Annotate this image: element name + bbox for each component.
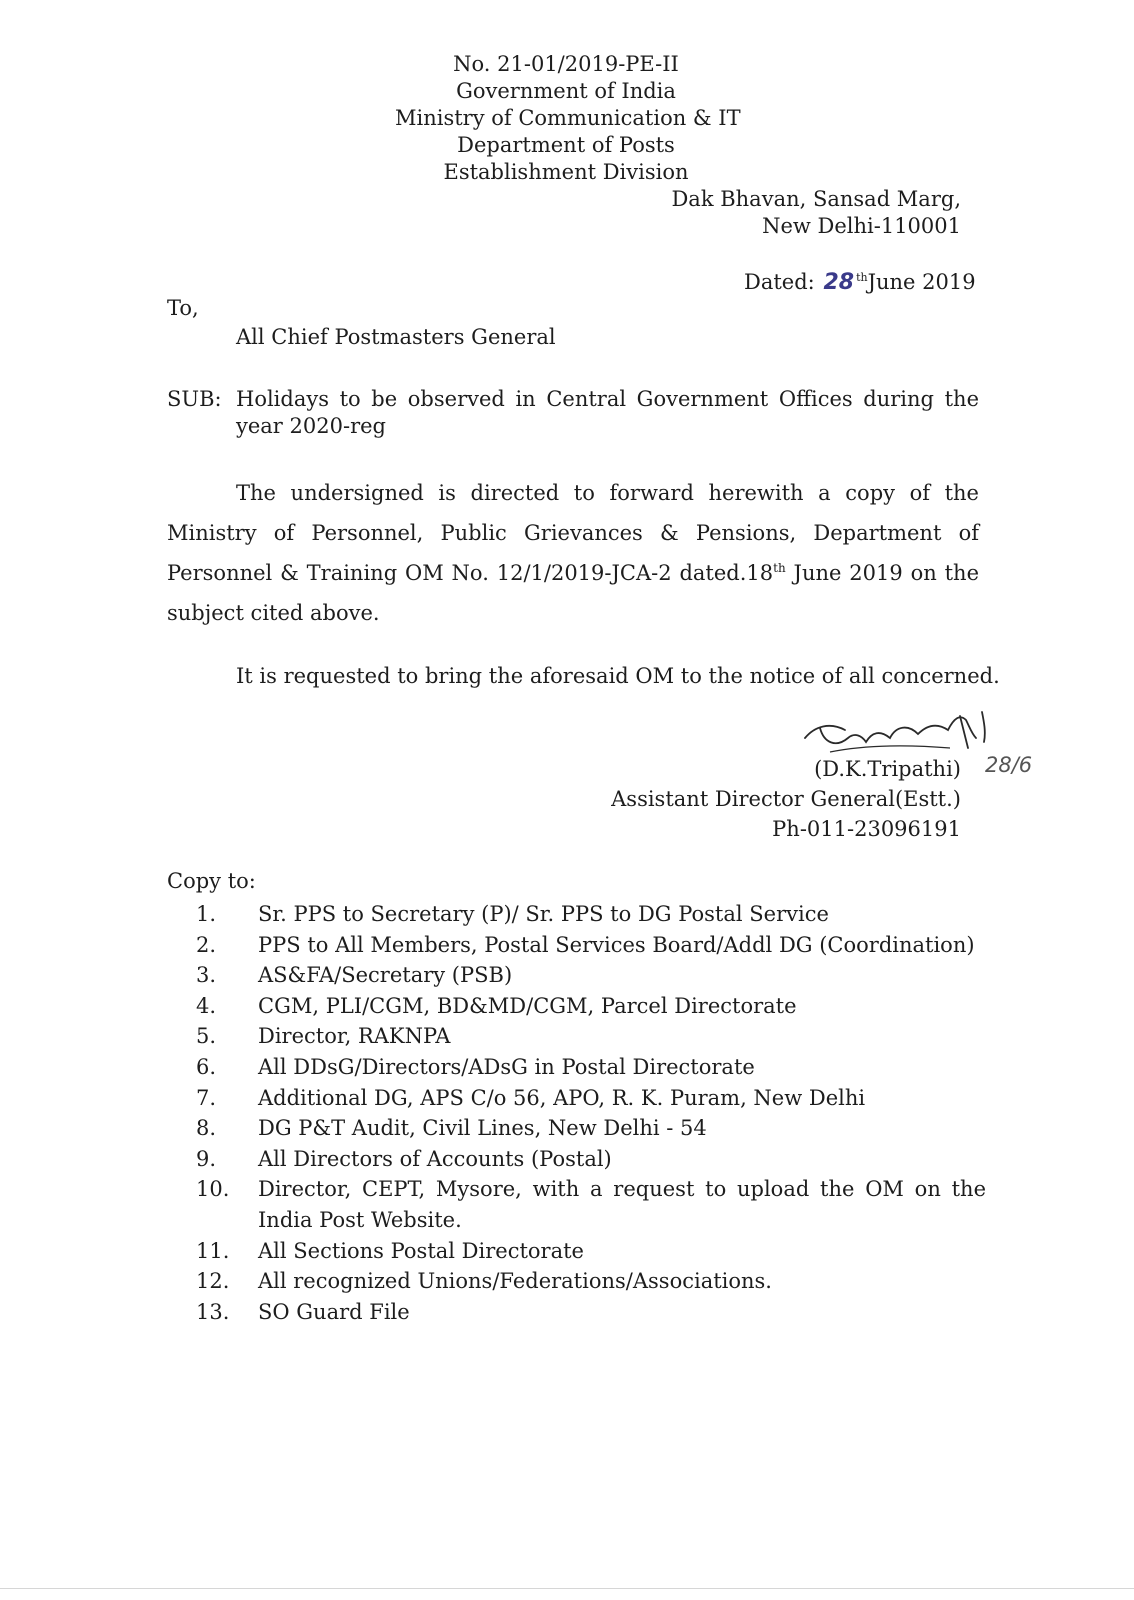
- recipient: All Chief Postmasters General: [236, 325, 556, 349]
- list-item: 1. Sr. PPS to Secretary (P)/ Sr. PPS to DG Postal Service: [196, 902, 829, 926]
- list-item: 7. Additional DG, APS C/o 56, APO, R. K. Puram, New Delhi: [196, 1085, 866, 1110]
- para1-superscript: th: [773, 561, 786, 575]
- to-label: To,: [167, 296, 199, 320]
- signatory-name: (D.K.Tripathi): [814, 757, 961, 781]
- signature-image: [800, 708, 1000, 760]
- subject-block: [167, 386, 979, 440]
- subject-text: Holidays to be observed in Central Government Offices during the year 2020-reg: [236, 387, 979, 438]
- office-address: [671, 186, 961, 240]
- address-line-1: Dak Bhavan, Sansad Marg,: [671, 187, 961, 211]
- day-suffix: th: [856, 271, 868, 284]
- list-item: 13. SO Guard File: [196, 1299, 410, 1324]
- list-item: 2. PPS to All Members, Postal Services Board/Addl DG (Coordination): [196, 932, 975, 957]
- scan-edge-line: [0, 1588, 1134, 1589]
- department-name: Department of Posts: [457, 133, 675, 157]
- body-paragraph-1: [167, 473, 979, 633]
- signatory-designation: Assistant Director General(Estt.): [611, 787, 961, 811]
- para1-text-b: June 2019 on the subject cited above.: [167, 561, 979, 625]
- signature-date: 28/6: [985, 753, 1033, 777]
- government-name: Government of India: [456, 79, 676, 103]
- date-line: [744, 270, 976, 295]
- subject-label: SUB:: [167, 387, 222, 411]
- body-paragraph-2: It is requested to bring the aforesaid OM to the notice of all concerned.: [236, 664, 1000, 688]
- list-item: 9. All Directors of Accounts (Postal): [196, 1146, 612, 1171]
- handwritten-day: 28: [823, 270, 855, 295]
- copy-to-label: Copy to:: [167, 869, 256, 893]
- list-item: 6. All DDsG/Directors/ADsG in Postal Directorate: [196, 1054, 755, 1079]
- letterhead: [395, 51, 741, 186]
- signatory-phone: Ph-011-23096191: [772, 817, 961, 841]
- para1-text-a: The undersigned is directed to forward herewith a copy of the Ministry of Personnel, Public Grievances & Pensions, Department of Personnel & Training OM No. 12/1/2019-JCA-2 dated.18: [167, 481, 979, 585]
- list-item: 10. Director, CEPT, Mysore, with a request to upload the OM on the India Post Website.: [196, 1177, 986, 1232]
- list-item: 5. Director, RAKNPA: [196, 1024, 451, 1049]
- copy-to-list: [196, 899, 986, 1327]
- address-line-2: New Delhi-110001: [762, 214, 961, 238]
- list-item: 8. DG P&T Audit, Civil Lines, New Delhi - 54: [196, 1116, 707, 1141]
- month-year: June 2019: [867, 270, 976, 294]
- list-item: 4. CGM, PLI/CGM, BD&MD/CGM, Parcel Directorate: [196, 993, 797, 1018]
- division-name: Establishment Division: [443, 160, 689, 184]
- file-number: No. 21-01/2019-PE-II: [453, 52, 679, 76]
- list-item: 12. All recognized Unions/Federations/Associations.: [196, 1269, 772, 1294]
- dated-label: Dated:: [744, 270, 815, 294]
- list-item: 3. AS&FA/Secretary (PSB): [196, 963, 513, 988]
- ministry-name: Ministry of Communication & IT: [395, 106, 741, 130]
- list-item: 11. All Sections Postal Directorate: [196, 1238, 584, 1263]
